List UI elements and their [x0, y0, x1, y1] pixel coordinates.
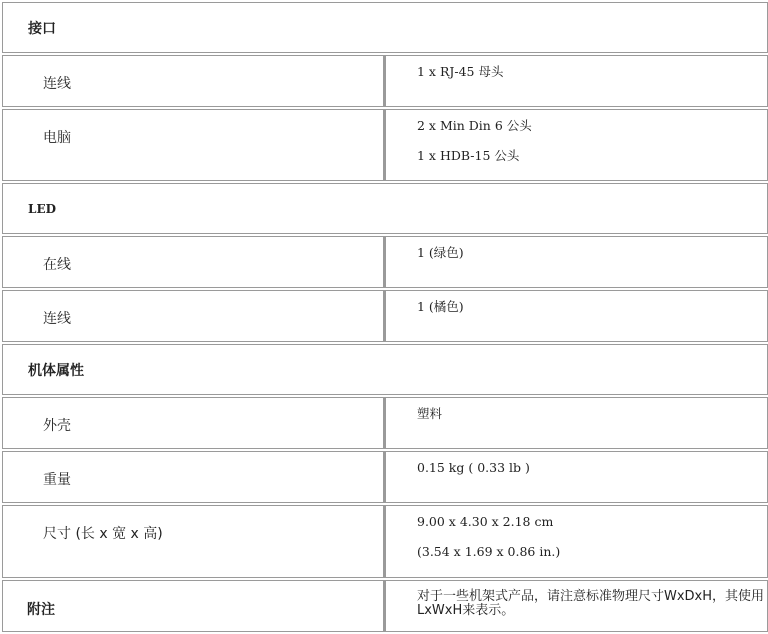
spec-value-online: 1 (绿色)	[417, 245, 464, 260]
section-title-led: LED	[28, 201, 56, 216]
spec-value-note: 对于一些机架式产品，请注意标准物理尺寸WxDxH，其使用LxWxH来表示。	[417, 589, 765, 618]
spec-row-computer	[2, 109, 768, 181]
spec-row-dimensions	[2, 505, 768, 578]
spec-value-dimensions-cm: 9.00 x 4.30 x 2.18 cm	[417, 514, 554, 529]
section-interface	[2, 2, 768, 53]
spec-label-weight: 重量	[43, 472, 71, 488]
spec-value-housing: 塑料	[417, 406, 443, 421]
spec-table	[2, 0, 768, 634]
spec-row-link-led	[2, 290, 768, 342]
spec-label-note: 附注	[27, 602, 55, 618]
section-title-physical: 机体属性	[28, 362, 84, 379]
spec-value-link-led: 1 (橘色)	[417, 299, 464, 314]
spec-value-computer-2: 1 x HDB-15 公头	[417, 148, 520, 163]
spec-row-online	[2, 236, 768, 288]
section-led	[2, 183, 768, 234]
spec-value-dimensions-in: (3.54 x 1.69 x 0.86 in.)	[417, 544, 561, 559]
section-title-interface: 接口	[28, 20, 56, 37]
spec-label-link: 连线	[43, 76, 71, 92]
spec-label-computer: 电脑	[43, 130, 71, 146]
spec-value-link: 1 x RJ-45 母头	[417, 64, 504, 79]
section-physical	[2, 344, 768, 395]
spec-label-link-led: 连线	[43, 311, 71, 327]
spec-label-housing: 外壳	[43, 418, 71, 434]
spec-label-online: 在线	[43, 257, 71, 273]
spec-row-housing	[2, 397, 768, 449]
spec-row-link	[2, 55, 768, 107]
spec-row-note	[2, 580, 768, 632]
spec-row-weight	[2, 451, 768, 503]
spec-value-computer-1: 2 x Min Din 6 公头	[417, 118, 532, 133]
spec-value-weight: 0.15 kg ( 0.33 lb )	[417, 460, 530, 475]
spec-label-dimensions: 尺寸 (长 x 宽 x 高)	[43, 526, 163, 542]
